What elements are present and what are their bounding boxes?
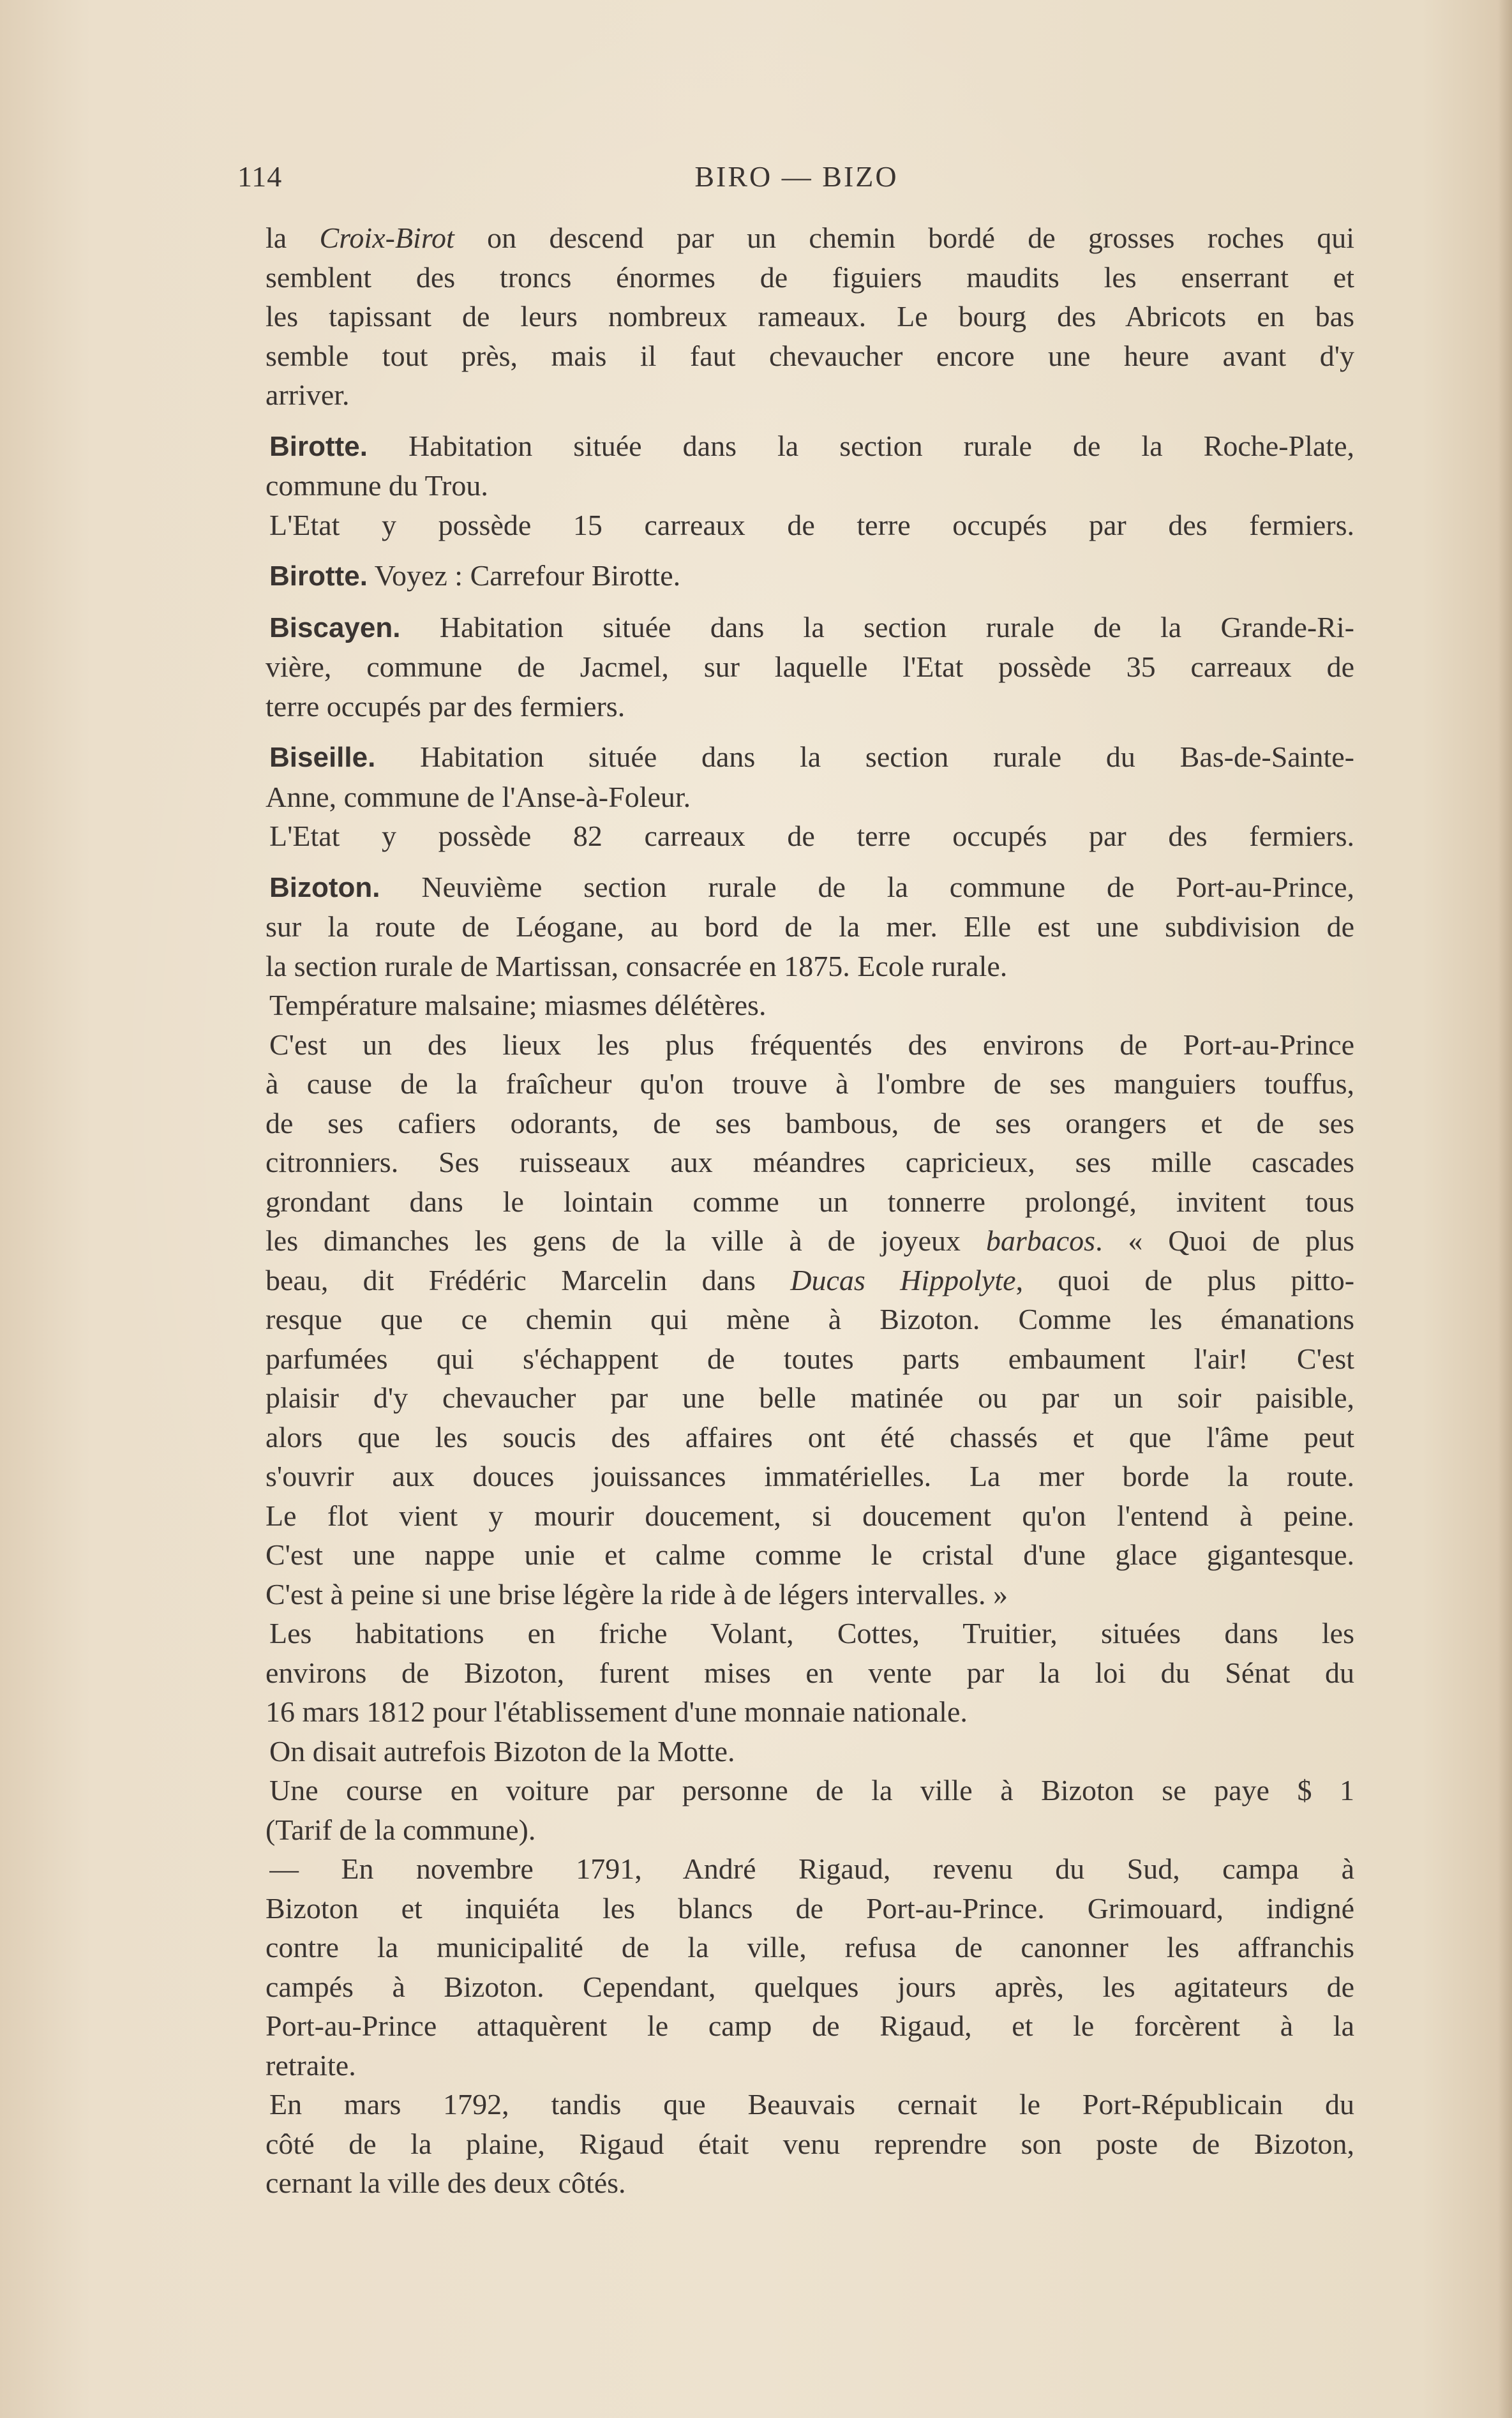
text-line: C'est à peine si une brise légère la ride à de légers intervalles. » (266, 1577, 1008, 1611)
text-line: sur la route de Léogane, au bord de la mer. Elle est une subdivision de (266, 910, 1354, 943)
headword: Birotte. (269, 560, 368, 592)
text-line: contre la municipalité de la ville, refusa de canonner les affranchis (266, 1931, 1354, 1964)
text-line: — En novembre 1791, André Rigaud, revenu du Sud, campa à (269, 1852, 1354, 1885)
text-line: campés à Bizoton. Cependant, quelques jours après, les agitateurs de (266, 1970, 1354, 2003)
entry-bizoton (266, 867, 1354, 2203)
text-line: Une course en voiture par personne de la ville à Bizoton se paye $ 1 (269, 1774, 1354, 1806)
text-line: Bizoton. Neuvième section rurale de la commune de Port-au-Prince, (269, 870, 1354, 903)
text-line: la Croix-Birot on descend par un chemin bordé de grosses roches qui (266, 222, 1354, 254)
text-line: Les habitations en friche Volant, Cottes, Truitier, situées dans les (269, 1617, 1354, 1649)
text-line: En mars 1792, tandis que Beauvais cernait le Port-Républicain du (269, 2088, 1354, 2121)
text-line: parfumées qui s'échappent de toutes parts embaument l'air! C'est (266, 1342, 1354, 1375)
text-line: On disait autrefois Bizoton de la Motte. (269, 1734, 735, 1768)
text-line: Biscayen. Habitation située dans la section rurale de la Grande-Ri- (269, 610, 1354, 643)
text-line: la section rurale de Martissan, consacrée en 1875. Ecole rurale. (266, 949, 1008, 982)
text-line: Anne, commune de l'Anse-à-Foleur. (266, 780, 691, 813)
text-line: beau, dit Frédéric Marcelin dans Ducas Hippolyte, quoi de plus pitto- (266, 1263, 1354, 1296)
text-line: L'Etat y possède 82 carreaux de terre occupés par des fermiers. (269, 820, 1354, 852)
italic-title: barbacos (985, 1224, 1096, 1257)
text-line: semblent des troncs énormes de figuiers maudits les enserrant et (266, 260, 1354, 294)
headword: Bizoton. (269, 871, 380, 903)
page-number: 114 (237, 160, 283, 193)
text-line: resque que ce chemin qui mène à Bizoton. Comme les émanations (266, 1303, 1354, 1335)
text-line: citronniers. Ses ruisseaux aux méandres capricieux, ses mille cascades (266, 1146, 1354, 1178)
text-line: (Tarif de la commune). (266, 1813, 536, 1846)
text-line: s'ouvrir aux douces jouissances immatérielles. La mer borde la route. (266, 1460, 1354, 1492)
text-line: retraite. (266, 2048, 356, 2082)
text-line: les dimanches les gens de la ville à de joyeux barbacos. « Quoi de plus (266, 1224, 1354, 1257)
entry-biseille (266, 737, 1354, 856)
text-line: Bizoton et inquiéta les blancs de Port-au-Prince. Grimouard, indigné (266, 1891, 1354, 1925)
page-edge-shadow (1498, 0, 1512, 2418)
text-line: les tapissant de leurs nombreux rameaux. Le bourg des Abricots en bas (266, 300, 1354, 333)
entry-birotte (266, 426, 1354, 545)
place-name-italic: Croix-Birot (319, 222, 454, 254)
text-line: Température malsaine; miasmes délétères. (269, 989, 767, 1021)
text-line: Biseille. Habitation située dans la section rurale du Bas-de-Sainte- (269, 740, 1354, 773)
text-line: C'est une nappe unie et calme comme le cristal d'une glace gigantesque. (266, 1538, 1354, 1571)
text-line: 16 mars 1812 pour l'établissement d'une monnaie nationale. (266, 1695, 968, 1728)
text-line: à cause de la fraîcheur qu'on trouve à l'ombre de ses manguiers touffus, (266, 1067, 1354, 1100)
text-line: arriver. (266, 379, 350, 411)
text-line: vière, commune de Jacmel, sur laquelle l'Etat possède 35 carreaux de (266, 650, 1354, 683)
text-line: alors que les soucis des affaires ont été chassés et que l'âme peut (266, 1420, 1354, 1453)
page-header (237, 153, 1356, 204)
text-line: côté de la plaine, Rigaud était venu reprendre son poste de Bizoton, (266, 2127, 1354, 2160)
headword: Biseille. (269, 742, 376, 773)
italic-title: Ducas Hippolyte (790, 1263, 1016, 1296)
text-line: Port-au-Prince attaquèrent le camp de Rigaud, et le forcèrent à la (266, 2009, 1354, 2042)
entry-birotte-crossref (269, 556, 1354, 596)
entry-biscayen (266, 608, 1354, 726)
text-line: de ses cafiers odorants, de ses bambous, de ses orangers et de ses (266, 1106, 1354, 1139)
dictionary-text (266, 218, 1354, 2203)
text-line: commune du Trou. (266, 469, 488, 502)
text-line: Birotte. Habitation située dans la section rurale de la Roche-Plate, (269, 429, 1354, 462)
text-line: grondant dans le lointain comme un tonnerre prolongé, invitent tous (266, 1185, 1354, 1218)
text-line: environs de Bizoton, furent mises en vente par la loi du Sénat du (266, 1656, 1354, 1689)
text-line: Birotte. Voyez : Carrefour Birotte. (269, 559, 681, 592)
continuation-paragraph (266, 218, 1354, 415)
text-line: terre occupés par des fermiers. (266, 689, 625, 723)
headword: Birotte. (269, 430, 368, 462)
text-line: plaisir d'y chevaucher par une belle matinée ou par un soir paisible, (266, 1381, 1354, 1414)
text-line: C'est un des lieux les plus fréquentés des environs de Port-au-Prince (269, 1028, 1354, 1061)
running-head: BIRO — BIZO (694, 160, 899, 193)
text-line: L'Etat y possède 15 carreaux de terre occupés par des fermiers. (269, 508, 1354, 541)
text-line: Le flot vient y mourir doucement, si doucement qu'on l'entend à peine. (266, 1499, 1354, 1532)
headword: Biscayen. (269, 612, 401, 643)
text-line: cernant la ville des deux côtés. (266, 2166, 626, 2199)
text-line: semble tout près, mais il faut chevaucher encore une heure avant d'y (266, 339, 1354, 372)
